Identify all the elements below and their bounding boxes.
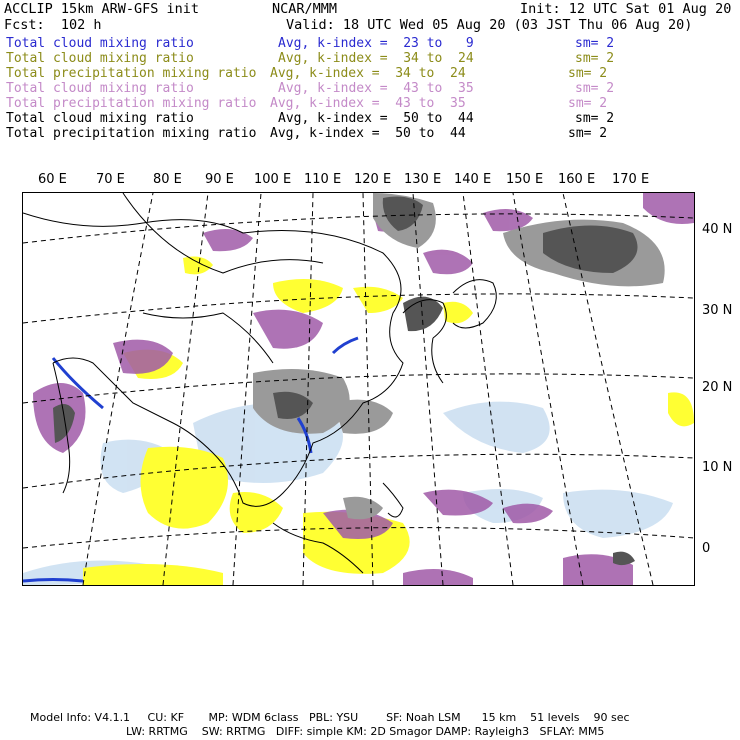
model-info-line2: LW: RRTMG SW: RRTMG DIFF: simple KM: 2D Smagor DAMP: Rayleigh3 SFLAY: MM5 xyxy=(126,725,605,738)
model-info-line1: Model Info: V4.1.1 CU: KF MP: WDM 6class PBL: YSU SF: Noah LSM 15 km 51 levels 90 sec xyxy=(30,711,630,724)
lon-label: 110 E xyxy=(304,172,342,187)
field-avg: Avg, k-index = 43 to 35 xyxy=(270,96,466,111)
field-name: Total cloud mixing ratio xyxy=(6,36,194,51)
lat-label: 20 N xyxy=(702,380,733,395)
lon-label: 80 E xyxy=(153,172,182,187)
field-avg: Avg, k-index = 34 to 24 xyxy=(270,66,466,81)
field-sm: sm= 2 xyxy=(568,126,608,141)
field-sm: sm= 2 xyxy=(568,66,608,81)
field-sm: sm= 2 xyxy=(575,81,615,96)
lon-label: 130 E xyxy=(404,172,442,187)
lon-label: 160 E xyxy=(558,172,596,187)
lon-label: 170 E xyxy=(612,172,650,187)
field-name: Total cloud mixing ratio xyxy=(6,81,194,96)
field-avg: Avg, k-index = 34 to 24 xyxy=(278,51,474,66)
model-title: ACCLIP 15km ARW-GFS init xyxy=(4,1,200,17)
field-name: Total cloud mixing ratio xyxy=(6,51,194,66)
lon-label: 140 E xyxy=(454,172,492,187)
init-time: Init: 12 UTC Sat 01 Aug 20 xyxy=(520,1,732,17)
lon-label: 60 E xyxy=(38,172,67,187)
field-avg: Avg, k-index = 50 to 44 xyxy=(278,111,474,126)
field-avg: Avg, k-index = 50 to 44 xyxy=(270,126,466,141)
field-name: Total precipitation mixing ratio xyxy=(6,66,257,81)
lon-label: 100 E xyxy=(254,172,292,187)
field-sm: sm= 2 xyxy=(575,51,615,66)
field-avg: Avg, k-index = 43 to 35 xyxy=(278,81,474,96)
lon-label: 120 E xyxy=(354,172,392,187)
valid-time: Valid: 18 UTC Wed 05 Aug 20 (03 JST Thu 06 Aug 20) xyxy=(286,17,693,33)
lat-label: 0 xyxy=(702,541,711,556)
forecast-map xyxy=(23,193,694,585)
lon-label: 90 E xyxy=(205,172,234,187)
field-name: Total precipitation mixing ratio xyxy=(6,96,257,111)
lat-label: 10 N xyxy=(702,460,733,475)
map-panel xyxy=(22,192,695,586)
field-avg: Avg, k-index = 23 to 9 xyxy=(278,36,474,51)
forecast-hour: Fcst: 102 h xyxy=(4,17,102,33)
center-name: NCAR/MMM xyxy=(272,1,338,17)
lon-label: 70 E xyxy=(96,172,125,187)
field-sm: sm= 2 xyxy=(575,111,615,126)
field-name: Total precipitation mixing ratio xyxy=(6,126,257,141)
lat-label: 30 N xyxy=(702,303,733,318)
lat-label: 40 N xyxy=(702,222,733,237)
field-name: Total cloud mixing ratio xyxy=(6,111,194,126)
field-sm: sm= 2 xyxy=(568,96,608,111)
field-sm: sm= 2 xyxy=(575,36,615,51)
lon-label: 150 E xyxy=(506,172,544,187)
